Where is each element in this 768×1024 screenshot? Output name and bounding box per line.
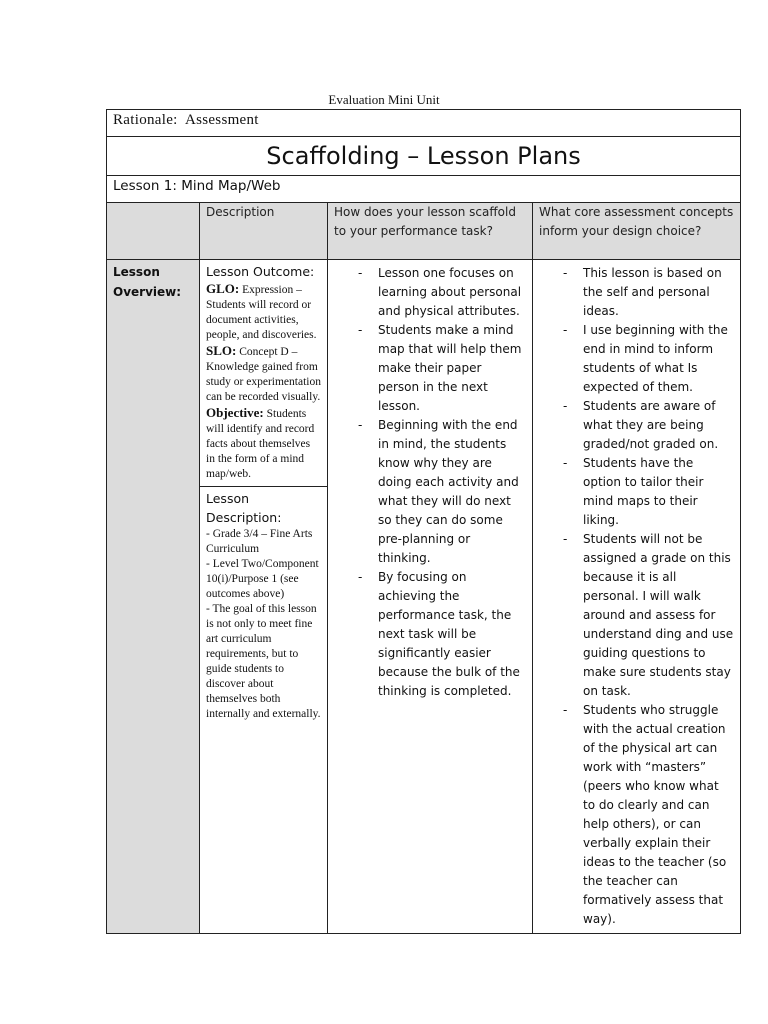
overview-row: [107, 260, 741, 934]
rationale-cell: [107, 110, 741, 137]
column-header-description: Description: [200, 203, 328, 260]
scaffold-list: [328, 260, 532, 705]
lesson-description-heading: Lesson Description:: [206, 491, 282, 525]
rationale-label: Rationale:: [113, 112, 178, 128]
column-header-row: [107, 203, 741, 260]
description-line: - Grade 3/4 – Fine Arts Curriculum: [206, 528, 313, 555]
list-item: - Students who struggle with the actual creation of the physical art can work with “masters” (peers who know what to do clearly and can help others), or can verbally explain their ideas to the teacher (so the teacher can formatively assess that way).: [539, 701, 734, 929]
slo-description: Concept D – Knowledge gained from study or experimentation can be recorded visually.: [206, 346, 321, 403]
slo-term: SLO:: [206, 343, 237, 358]
description-line: - Level Two/Component 10(i)/Purpose 1 (see outcomes above): [206, 558, 319, 600]
list-item: - I use beginning with the end in mind to inform students of what Is expected of them.: [539, 321, 734, 397]
column-header-assessment: What core assessment concepts inform your design choice?: [533, 203, 741, 260]
document-header: Evaluation Mini Unit: [328, 92, 440, 107]
lesson-row: [107, 176, 741, 203]
description-line: - The goal of this lesson is not only to meet fine art curriculum requirements, but to guide students to discover about themselves both internally and externally.: [206, 603, 321, 720]
list-item: - Beginning with the end in mind, the students know why they are doing each activity and what they will do next so they can do some pre-planning or thinking.: [334, 416, 526, 568]
objective-description: Students will identify and record facts about themselves in the form of a mind map/web.: [206, 408, 315, 480]
list-item: - By focusing on achieving the performance task, the next task will be significantly easier because the bulk of the thinking is completed.: [334, 568, 526, 701]
lesson-description-section: [200, 487, 327, 726]
description-cell: [200, 260, 328, 934]
assessment-cell: [533, 260, 741, 934]
row-label-lesson-overview: Lesson Overview:: [107, 260, 200, 934]
slo-text: [206, 343, 321, 405]
objective-term: Objective:: [206, 405, 264, 420]
rationale-value: Assessment: [184, 112, 259, 128]
glo-text: [206, 281, 321, 343]
objective-text: [206, 405, 321, 482]
lesson-title: Lesson 1: Mind Map/Web: [107, 176, 741, 203]
list-item: - Students will not be assigned a grade on this because it is all personal. I will walk around and assess for understand ding and use guiding questions to make sure students stay on task.: [539, 530, 734, 701]
list-item: - This lesson is based on the self and personal ideas.: [539, 264, 734, 321]
scaffold-cell: [328, 260, 533, 934]
lesson-outcome-heading: Lesson Outcome:: [206, 264, 315, 279]
rationale-row: [107, 110, 741, 137]
page-title: Scaffolding – Lesson Plans: [266, 142, 581, 170]
header-blank-cell: [107, 203, 200, 260]
list-item: - Lesson one focuses on learning about personal and physical attributes.: [334, 264, 526, 321]
lesson-plan-table: [106, 109, 741, 934]
list-item: - Students make a mind map that will help them make their paper person in the next lesson.: [334, 321, 526, 416]
lesson-outcome-section: [200, 260, 327, 487]
list-item: - Students have the option to tailor their mind maps to their liking.: [539, 454, 734, 530]
assessment-list: [533, 260, 740, 933]
list-item: - Students are aware of what they are being graded/not graded on.: [539, 397, 734, 454]
glo-description: Expression – Students will record or document activities, people, and discoveries.: [206, 284, 317, 341]
column-header-scaffold: How does your lesson scaffold to your performance task?: [328, 203, 533, 260]
title-row: [107, 137, 741, 176]
title-cell: [107, 137, 741, 176]
glo-term: GLO:: [206, 281, 240, 296]
